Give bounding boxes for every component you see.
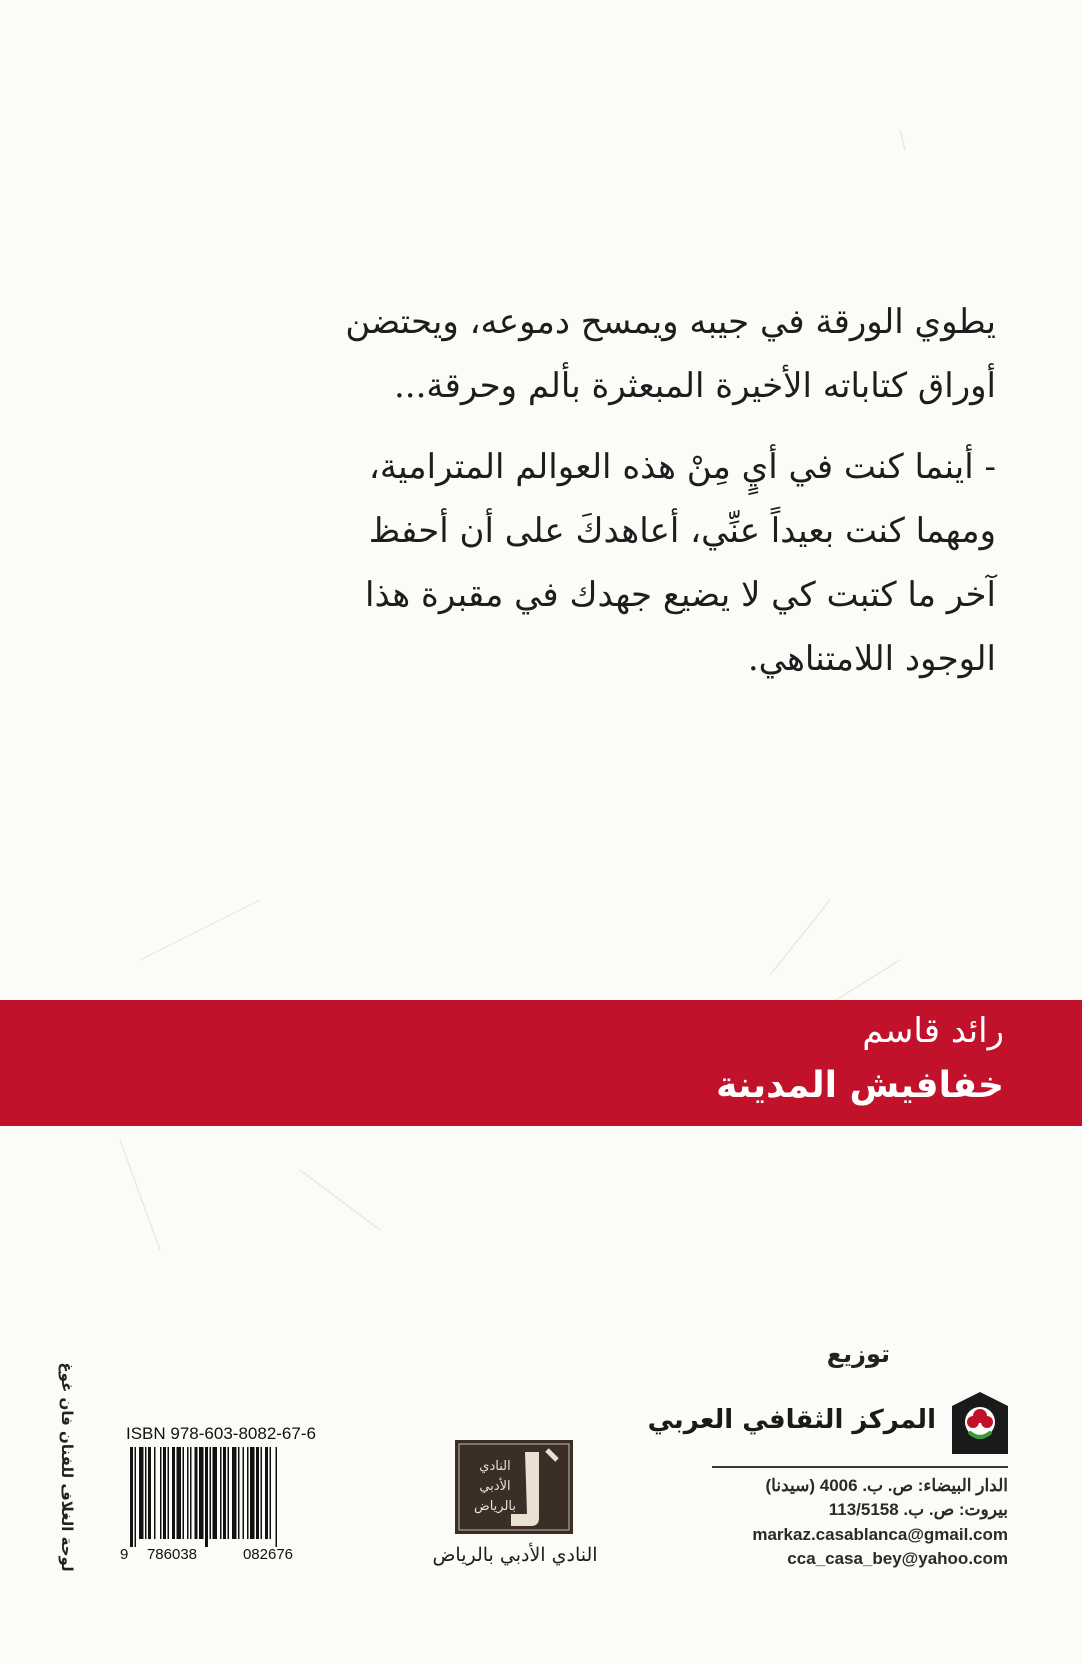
book-title: خفافيش المدينة bbox=[716, 1065, 1004, 1106]
blurb-text-2: - أينما كنت في أيٍ مِنْ هذه العوالم المترامية، ومهما كنت بعيداً عنِّي، أعاهدكَ على أن أحفظ آخر ما كتبت كي لا يضيع جهدك في مقبرة هذا الوجود اللامتناهي. bbox=[365, 447, 996, 679]
barcode-bar bbox=[139, 1447, 144, 1539]
barcode-bar bbox=[250, 1447, 255, 1539]
email-casablanca: markaz.casablanca@gmail.com bbox=[752, 1525, 1008, 1544]
barcode-bar bbox=[135, 1447, 137, 1547]
barcode-bars bbox=[130, 1447, 277, 1547]
barcode-bar bbox=[168, 1447, 170, 1539]
blurb-paragraph-1 bbox=[310, 290, 996, 418]
barcode-bar bbox=[199, 1447, 204, 1539]
barcode-bar bbox=[163, 1447, 166, 1539]
address-beirut: بيروت: ص. ب. 113/5158 bbox=[828, 1500, 1008, 1519]
distribution-label: توزيع bbox=[826, 1340, 890, 1368]
barcode-bar bbox=[261, 1447, 263, 1539]
cover-art-credit: لوحة الغلاف للفنان فان غوغ bbox=[58, 1362, 76, 1572]
cover-art-credit-area bbox=[54, 1354, 80, 1580]
barcode-bar bbox=[154, 1447, 156, 1539]
barcode-bar bbox=[148, 1447, 151, 1539]
barcode-bar bbox=[145, 1447, 147, 1539]
barcode-bar bbox=[243, 1447, 245, 1539]
isbn-number: ISBN 978-603-8082-67-6 bbox=[126, 1424, 316, 1443]
barcode-bar bbox=[276, 1447, 278, 1547]
club-caption: النادي الأدبي بالرياض bbox=[432, 1544, 598, 1566]
barcode-left-digits: 786038 bbox=[146, 1546, 198, 1563]
barcode-bar bbox=[210, 1447, 212, 1539]
publisher-name: المركز الثقافي العربي bbox=[647, 1405, 936, 1435]
barcode-bar bbox=[228, 1447, 230, 1539]
literary-club-logo bbox=[455, 1440, 573, 1534]
barcode-bar bbox=[223, 1447, 226, 1539]
barcode-right-digits: 082676 bbox=[242, 1546, 294, 1563]
barcode-bar bbox=[190, 1447, 192, 1539]
barcode bbox=[120, 1447, 293, 1563]
barcode-bar bbox=[172, 1447, 175, 1539]
barcode-bar bbox=[265, 1447, 268, 1539]
flower-in-house-icon bbox=[952, 1392, 1008, 1454]
barcode-bar bbox=[220, 1447, 222, 1539]
blurb-paragraph-2 bbox=[310, 435, 996, 691]
email-beirut: cca_casa_bey@yahoo.com bbox=[787, 1549, 1008, 1568]
barcode-bar bbox=[256, 1447, 259, 1539]
barcode-bar bbox=[270, 1447, 272, 1539]
blurb-text-1: يطوي الورقة في جيبه ويمسح دموعه، ويحتضن أوراق كتاباته الأخيرة المبعثرة بألم وحرقة... bbox=[345, 302, 996, 406]
barcode-bar bbox=[232, 1447, 237, 1539]
barcode-bar bbox=[160, 1447, 162, 1539]
barcode-bar bbox=[213, 1447, 218, 1539]
club-logo-line3: بالرياض bbox=[473, 1499, 517, 1514]
publisher-divider bbox=[712, 1466, 1008, 1468]
barcode-bar bbox=[177, 1447, 182, 1539]
address-casablanca: الدار البيضاء: ص. ب. 4006 (سيدنا) bbox=[765, 1476, 1008, 1495]
barcode-bar bbox=[238, 1447, 240, 1539]
barcode-bar bbox=[187, 1447, 189, 1539]
club-logo-line2: الأدبي bbox=[479, 1479, 511, 1494]
barcode-bar bbox=[195, 1447, 198, 1539]
club-logo-line1: النادي bbox=[479, 1459, 511, 1474]
barcode-lead-digit: 9 bbox=[120, 1546, 129, 1563]
barcode-bar bbox=[205, 1447, 208, 1547]
barcode-bar bbox=[247, 1447, 249, 1539]
barcode-bar bbox=[130, 1447, 133, 1547]
barcode-bar bbox=[183, 1447, 185, 1539]
author-name: رائد قاسم bbox=[862, 1011, 1004, 1051]
